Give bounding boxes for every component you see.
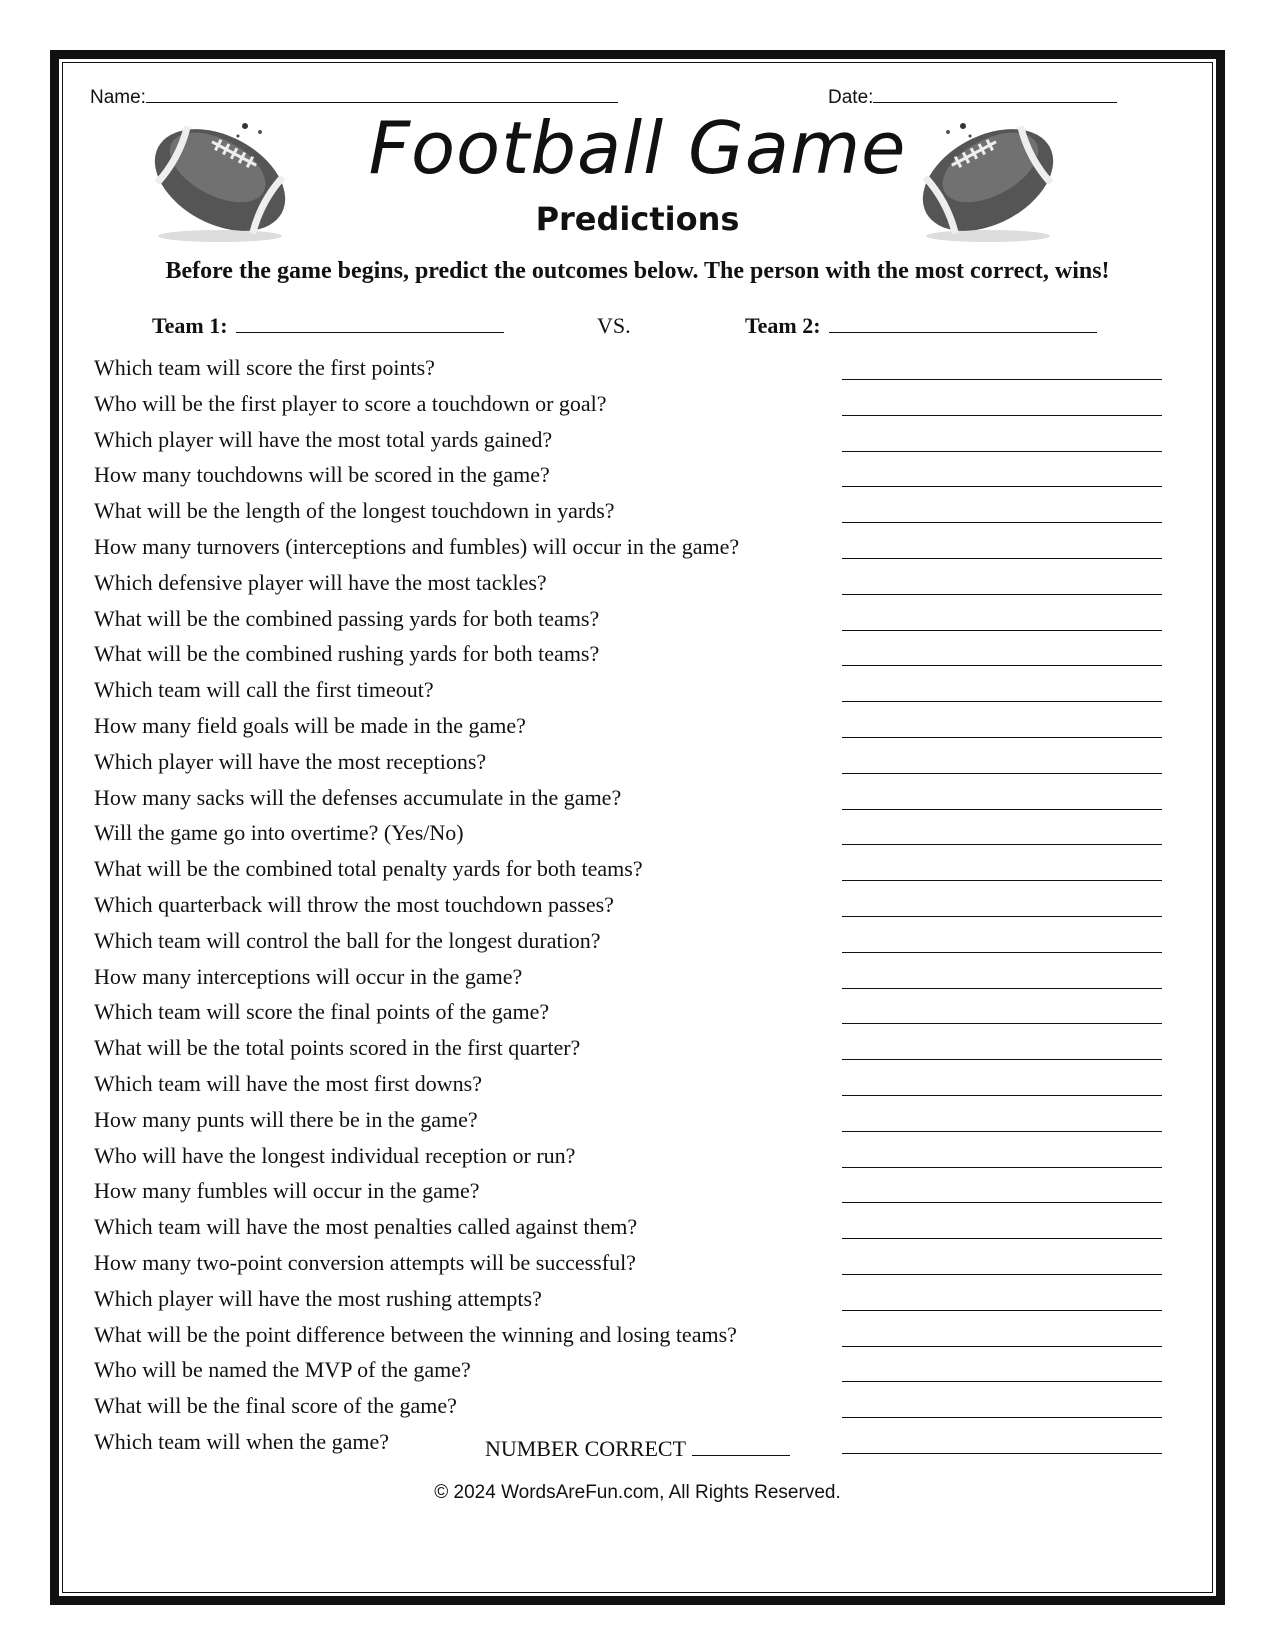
answer-line[interactable] (842, 844, 1162, 845)
answer-line[interactable] (842, 1095, 1162, 1096)
copyright: © 2024 WordsAreFun.com, All Rights Reserved. (434, 1482, 841, 1503)
team1-field[interactable] (152, 313, 504, 339)
question-row (94, 425, 1184, 461)
answer-line[interactable] (842, 665, 1162, 666)
question-row (94, 997, 1184, 1033)
question-row (94, 1391, 1184, 1427)
score-line[interactable] (692, 1437, 790, 1456)
question-row (94, 783, 1184, 819)
question-row (94, 675, 1184, 711)
answer-line[interactable] (842, 1381, 1162, 1382)
answer-line[interactable] (842, 1131, 1162, 1132)
question-row (94, 1069, 1184, 1105)
question-row (94, 854, 1184, 890)
question-text: Which team will have the most first downs? (94, 1070, 482, 1096)
answer-line[interactable] (842, 451, 1162, 452)
answer-line[interactable] (842, 988, 1162, 989)
answer-line[interactable] (842, 1274, 1162, 1275)
answer-line[interactable] (842, 415, 1162, 416)
question-row (94, 496, 1184, 532)
question-text: How many touchdowns will be scored in the game? (94, 462, 550, 488)
question-row (94, 890, 1184, 926)
answer-line[interactable] (842, 701, 1162, 702)
question-text: Which player will have the most receptions? (94, 748, 487, 774)
question-text: What will be the length of the longest touchdown in yards? (94, 498, 615, 524)
question-text: What will be the combined total penalty yards for both teams? (94, 856, 643, 882)
question-text: Which player will have the most rushing attempts? (94, 1285, 542, 1311)
name-label: Name: (90, 87, 146, 108)
date-line[interactable] (873, 86, 1117, 103)
answer-line[interactable] (842, 630, 1162, 631)
question-text: How many two-point conversion attempts will be successful? (94, 1249, 636, 1275)
vs-label: VS. (597, 313, 631, 338)
question-row (94, 639, 1184, 675)
question-row (94, 1176, 1184, 1212)
question-row (94, 568, 1184, 604)
question-text: What will be the combined rushing yards for both teams? (94, 641, 600, 667)
question-row (94, 1141, 1184, 1177)
answer-line[interactable] (842, 1059, 1162, 1060)
question-text: Which player will have the most total yards gained? (94, 426, 553, 452)
answer-line[interactable] (842, 522, 1162, 523)
instructions: Before the game begins, predict the outcomes below. The person with the most correct, wins! (165, 258, 1110, 284)
question-text: How many sacks will the defenses accumulate in the game? (94, 784, 622, 810)
question-row (94, 1355, 1184, 1391)
answer-line[interactable] (842, 558, 1162, 559)
question-text: How many punts will there be in the game? (94, 1106, 478, 1132)
question-row (94, 711, 1184, 747)
question-row (94, 353, 1184, 389)
answer-line[interactable] (842, 1023, 1162, 1024)
date-label: Date: (828, 87, 874, 108)
question-row (94, 1033, 1184, 1069)
question-text: Which team will when the game? (94, 1428, 390, 1454)
question-text: What will be the point difference between the winning and losing teams? (94, 1321, 737, 1347)
answer-line[interactable] (842, 379, 1162, 380)
answer-line[interactable] (842, 486, 1162, 487)
answer-line[interactable] (842, 1417, 1162, 1418)
question-text: Which defensive player will have the most tackles? (94, 569, 547, 595)
question-text: How many field goals will be made in the game? (94, 712, 526, 738)
question-row (94, 1284, 1184, 1320)
question-row (94, 1212, 1184, 1248)
page-subtitle: Predictions (535, 200, 740, 238)
question-text: Which team will call the first timeout? (94, 677, 434, 703)
question-text: Who will be the first player to score a touchdown or goal? (94, 390, 607, 416)
question-row (94, 818, 1184, 854)
answer-line[interactable] (842, 1346, 1162, 1347)
question-text: Which team will score the first points? (94, 355, 435, 380)
page-title: Football Game (368, 106, 907, 190)
question-row (94, 389, 1184, 425)
answer-line[interactable] (842, 773, 1162, 774)
answer-line[interactable] (842, 1238, 1162, 1239)
answer-line[interactable] (842, 594, 1162, 595)
answer-line[interactable] (842, 952, 1162, 953)
question-row (94, 532, 1184, 568)
question-text: How many interceptions will occur in the game? (94, 963, 523, 989)
question-row (94, 604, 1184, 640)
score-field[interactable] (0, 1436, 1275, 1462)
question-text: Who will be named the MVP of the game? (94, 1357, 471, 1383)
question-text: Which quarterback will throw the most touchdown passes? (94, 891, 614, 917)
team2-field[interactable] (745, 313, 1097, 339)
question-list (94, 353, 1184, 1463)
answer-line[interactable] (842, 1167, 1162, 1168)
question-text: Who will have the longest individual reception or run? (94, 1142, 576, 1168)
answer-line[interactable] (842, 737, 1162, 738)
question-text: Which team will score the final points of the game? (94, 999, 550, 1025)
team1-label: Team 1: (152, 313, 228, 338)
question-text: What will be the total points scored in the first quarter? (94, 1035, 581, 1061)
question-text: Which team will have the most penalties called against them? (94, 1214, 638, 1240)
team2-line[interactable] (829, 314, 1097, 333)
question-row (94, 747, 1184, 783)
question-row (94, 962, 1184, 998)
name-line[interactable] (146, 86, 618, 103)
answer-line[interactable] (842, 809, 1162, 810)
answer-line[interactable] (842, 1310, 1162, 1311)
team2-label: Team 2: (745, 313, 821, 338)
answer-line[interactable] (842, 916, 1162, 917)
question-text: What will be the final score of the game? (94, 1393, 457, 1419)
question-row (94, 1248, 1184, 1284)
question-row (94, 1105, 1184, 1141)
question-text: Which team will control the ball for the longest duration? (94, 927, 601, 953)
question-text: What will be the combined passing yards for both teams? (94, 605, 600, 631)
question-row (94, 1320, 1184, 1356)
answer-line[interactable] (842, 880, 1162, 881)
score-label: NUMBER CORRECT (484, 1436, 687, 1461)
team1-line[interactable] (236, 314, 504, 333)
question-text: How many fumbles will occur in the game? (94, 1178, 480, 1204)
question-row (94, 926, 1184, 962)
answer-line[interactable] (842, 1202, 1162, 1203)
question-text: How many turnovers (interceptions and fumbles) will occur in the game? (94, 533, 740, 559)
question-text: Will the game go into overtime? (Yes/No) (94, 820, 464, 846)
question-row (94, 460, 1184, 496)
